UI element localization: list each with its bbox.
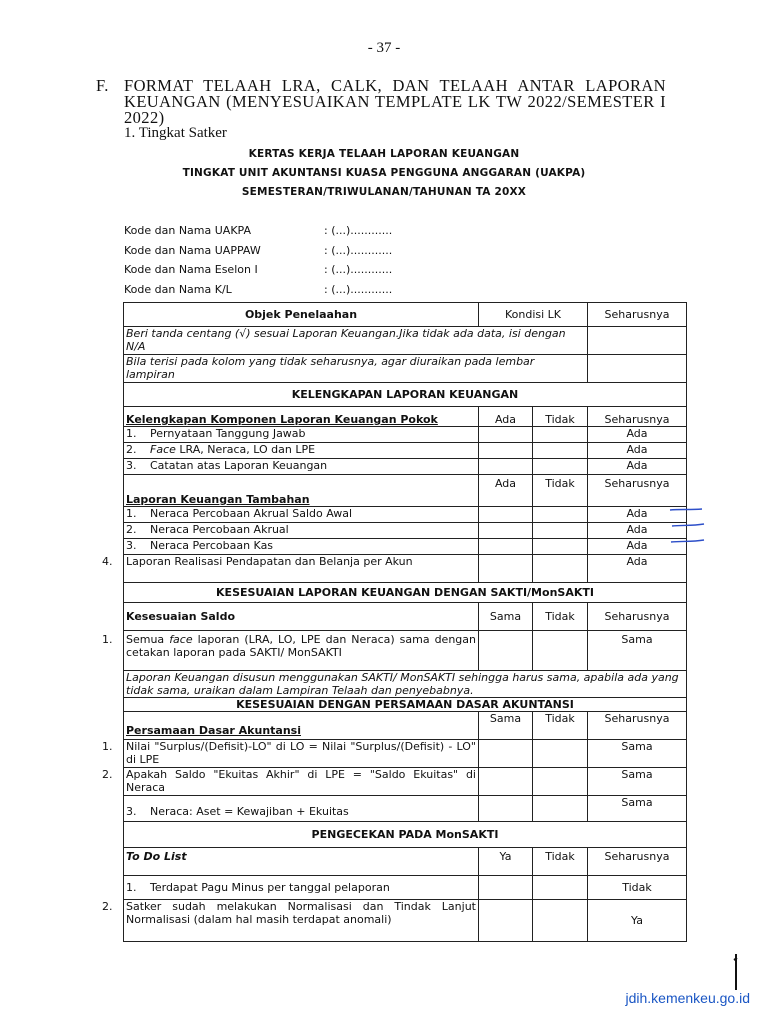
col-seharusnya: Seharusnya (588, 848, 687, 876)
expected-value: Sama (588, 740, 687, 768)
section-row (124, 383, 687, 407)
item-text: 2. Satker sudah melakukan Normalisasi dan Tindak Lanjut Normalisasi (dalam hal masih terdapat anomali) (124, 900, 479, 942)
saldo-note: Laporan Keuangan disusun menggunakan SAKTI/ MonSAKTI sehingga harus sama, apabila ada yang tidak sama, uraikan dalam Lampiran Telaah dan penyebabnya. (124, 671, 687, 698)
group-header-row (124, 475, 687, 507)
pen-mark-icon (668, 500, 708, 552)
checkbox-cell[interactable] (479, 443, 533, 459)
checkbox-cell[interactable] (479, 796, 533, 822)
item-text: 3. Neraca Percobaan Kas (124, 539, 479, 555)
checkbox-cell[interactable] (533, 876, 588, 900)
table-row (124, 459, 687, 475)
group-title: Persamaan Dasar Akuntansi (124, 712, 479, 740)
worksheet-title: KERTAS KERJA TELAAH LAPORAN KEUANGAN (248, 148, 520, 160)
section-label: F. (96, 76, 109, 95)
checkbox-cell[interactable] (479, 459, 533, 475)
checkbox-cell[interactable] (479, 740, 533, 768)
identity-row-kl (124, 283, 393, 296)
section-row (124, 698, 687, 712)
checkbox-cell[interactable] (533, 523, 588, 539)
item-text: 2. Face LRA, Neraca, LO dan LPE (124, 443, 479, 459)
col-seharusnya: Seharusnya (588, 603, 687, 631)
section-row (124, 822, 687, 848)
checkbox-cell[interactable] (479, 539, 533, 555)
checkbox-cell[interactable] (533, 443, 588, 459)
col-ada: Ada (479, 475, 533, 507)
checkbox-cell[interactable] (533, 427, 588, 443)
col-tidak: Tidak (533, 848, 588, 876)
instruction-note: Beri tanda centang (√) sesuai Laporan Keuangan.Jika tidak ada data, isi dengan N/A (124, 327, 588, 355)
table-row (124, 740, 687, 768)
table-row (124, 768, 687, 796)
header-seharusnya: Seharusnya (588, 303, 687, 327)
identity-label: Kode dan Nama UAKPA (124, 224, 251, 237)
identity-label: Kode dan Nama UAPPAW (124, 244, 261, 257)
expected-value: Ada (588, 539, 687, 555)
section-heading-line-2: KEUANGAN (MENYESUAIKAN TEMPLATE LK TW 2022/SEMESTER I (124, 92, 666, 111)
table-row (124, 555, 687, 583)
group-header-row (124, 603, 687, 631)
section-row (124, 583, 687, 603)
section-pda: KESESUAIAN DENGAN PERSAMAAN DASAR AKUNTANSI (124, 698, 687, 712)
checkbox-cell[interactable] (533, 768, 588, 796)
page-number: - 37 - (367, 40, 401, 56)
expected-value: Ada (588, 523, 687, 539)
identity-value: : (...)............ (324, 244, 393, 257)
group-header-row (124, 848, 687, 876)
expected-value: Ya (588, 900, 687, 942)
table-row (124, 443, 687, 459)
col-tidak: Tidak (533, 475, 588, 507)
instruction-row (124, 355, 687, 383)
checkbox-cell[interactable] (479, 876, 533, 900)
checkbox-cell[interactable] (533, 631, 588, 671)
instruction-row (124, 327, 687, 355)
item-text: 1. Pernyataan Tanggung Jawab (124, 427, 479, 443)
table-row (124, 796, 687, 822)
col-ada: Ada (479, 407, 533, 427)
expected-value: Sama (588, 796, 687, 822)
table-header-row (124, 303, 687, 327)
expected-value: Tidak (588, 876, 687, 900)
col-sama: Sama (479, 712, 533, 740)
identity-label: Kode dan Nama K/L (124, 283, 232, 296)
section-heading-line-3: 2022) (124, 108, 165, 127)
identity-value: : (...)............ (324, 224, 393, 237)
item-text: 3. Catatan atas Laporan Keuangan (124, 459, 479, 475)
checkbox-cell[interactable] (533, 900, 588, 942)
expected-value: Ada (588, 555, 687, 583)
identity-row-uappaw (124, 244, 393, 257)
identity-value: : (...)............ (324, 283, 393, 296)
table-row (124, 900, 687, 942)
item-text: 1. Semua face laporan (LRA, LO, LPE dan Neraca) sama dengan cetakan laporan pada SAKTI/ MonSAKTI (124, 631, 479, 671)
item-text: 1. Neraca Percobaan Akrual Saldo Awal (124, 507, 479, 523)
col-seharusnya: Seharusnya (588, 407, 687, 427)
checkbox-cell[interactable] (479, 900, 533, 942)
group-header-row (124, 712, 687, 740)
checkbox-cell[interactable] (533, 459, 588, 475)
group-title: Kelengkapan Komponen Laporan Keuangan Pokok (124, 407, 479, 427)
worksheet-period: SEMESTERAN/TRIWULANAN/TAHUNAN TA 20XX (241, 186, 527, 198)
checkbox-cell[interactable] (533, 796, 588, 822)
table-row (124, 876, 687, 900)
item-text: 1. Terdapat Pagu Minus per tanggal pelaporan (124, 876, 479, 900)
group-title: To Do List (124, 848, 479, 876)
checkbox-cell[interactable] (533, 555, 588, 583)
table-row (124, 523, 687, 539)
table-row (124, 427, 687, 443)
col-tidak: Tidak (533, 603, 588, 631)
subsection-heading: 1. Tingkat Satker (124, 125, 227, 141)
col-sama: Sama (479, 603, 533, 631)
checkbox-cell[interactable] (479, 507, 533, 523)
group-title: Kesesuaian Saldo (124, 603, 479, 631)
identity-row-eselon (124, 263, 393, 276)
footer-url[interactable]: jdih.kemenkeu.go.id (625, 990, 750, 1006)
group-title: Laporan Keuangan Tambahan (124, 475, 479, 507)
review-table (102, 302, 687, 942)
item-text: 1. Nilai "Surplus/(Defisit)-LO" di LO = Nilai "Surplus/(Defisit) - LO" di LPE (124, 740, 479, 768)
table-row (124, 539, 687, 555)
item-text: 4. Laporan Realisasi Pendapatan dan Belanja per Akun (124, 555, 479, 583)
checkbox-cell[interactable] (479, 768, 533, 796)
identity-label: Kode dan Nama Eselon I (124, 263, 258, 276)
checkbox-cell[interactable] (533, 539, 588, 555)
expected-value: Sama (588, 768, 687, 796)
expected-value: Ada (588, 443, 687, 459)
section-kesesuaian-sakti: KESESUAIAN LAPORAN KEUANGAN DENGAN SAKTI/MonSAKTI (124, 583, 687, 603)
item-text: 3. Neraca: Aset = Kewajiban + Ekuitas (124, 796, 479, 822)
checkbox-cell[interactable] (479, 555, 533, 583)
col-tidak: Tidak (533, 407, 588, 427)
expected-value: Ada (588, 459, 687, 475)
checkbox-cell[interactable] (479, 427, 533, 443)
expected-value: Sama (588, 631, 687, 671)
section-kelengkapan: KELENGKAPAN LAPORAN KEUANGAN (124, 383, 687, 407)
section-heading-line-1: FORMAT TELAAH LRA, CALK, DAN TELAAH ANTAR LAPORAN (124, 76, 666, 95)
table-row (124, 631, 687, 671)
col-ya: Ya (479, 848, 533, 876)
pen-tick-icon (728, 952, 744, 992)
checkbox-cell[interactable] (479, 631, 533, 671)
item-text: 2. Neraca Percobaan Akrual (124, 523, 479, 539)
expected-value: Ada (588, 427, 687, 443)
section-monsakti: PENGECEKAN PADA MonSAKTI (124, 822, 687, 848)
checkbox-cell[interactable] (533, 740, 588, 768)
identity-value: : (...)............ (324, 263, 393, 276)
col-tidak: Tidak (533, 712, 588, 740)
col-seharusnya: Seharusnya (588, 712, 687, 740)
expected-value: Ada (588, 507, 687, 523)
col-seharusnya: Seharusnya (588, 475, 687, 507)
checkbox-cell[interactable] (533, 507, 588, 523)
note-row (124, 671, 687, 698)
checkbox-cell[interactable] (479, 523, 533, 539)
header-kondisi: Kondisi LK (479, 303, 588, 327)
table-row (124, 507, 687, 523)
identity-row-uakpa (124, 224, 393, 237)
worksheet-subtitle: TINGKAT UNIT AKUNTANSI KUASA PENGGUNA ANGGARAN (UAKPA) (182, 167, 586, 179)
group-header-row (124, 407, 687, 427)
item-text: 2. Apakah Saldo "Ekuitas Akhir" di LPE = "Saldo Ekuitas" di Neraca (124, 768, 479, 796)
header-objek: Objek Penelaahan (124, 303, 479, 327)
instruction-note: Bila terisi pada kolom yang tidak seharusnya, agar diuraikan pada lembar lampiran (124, 355, 588, 383)
